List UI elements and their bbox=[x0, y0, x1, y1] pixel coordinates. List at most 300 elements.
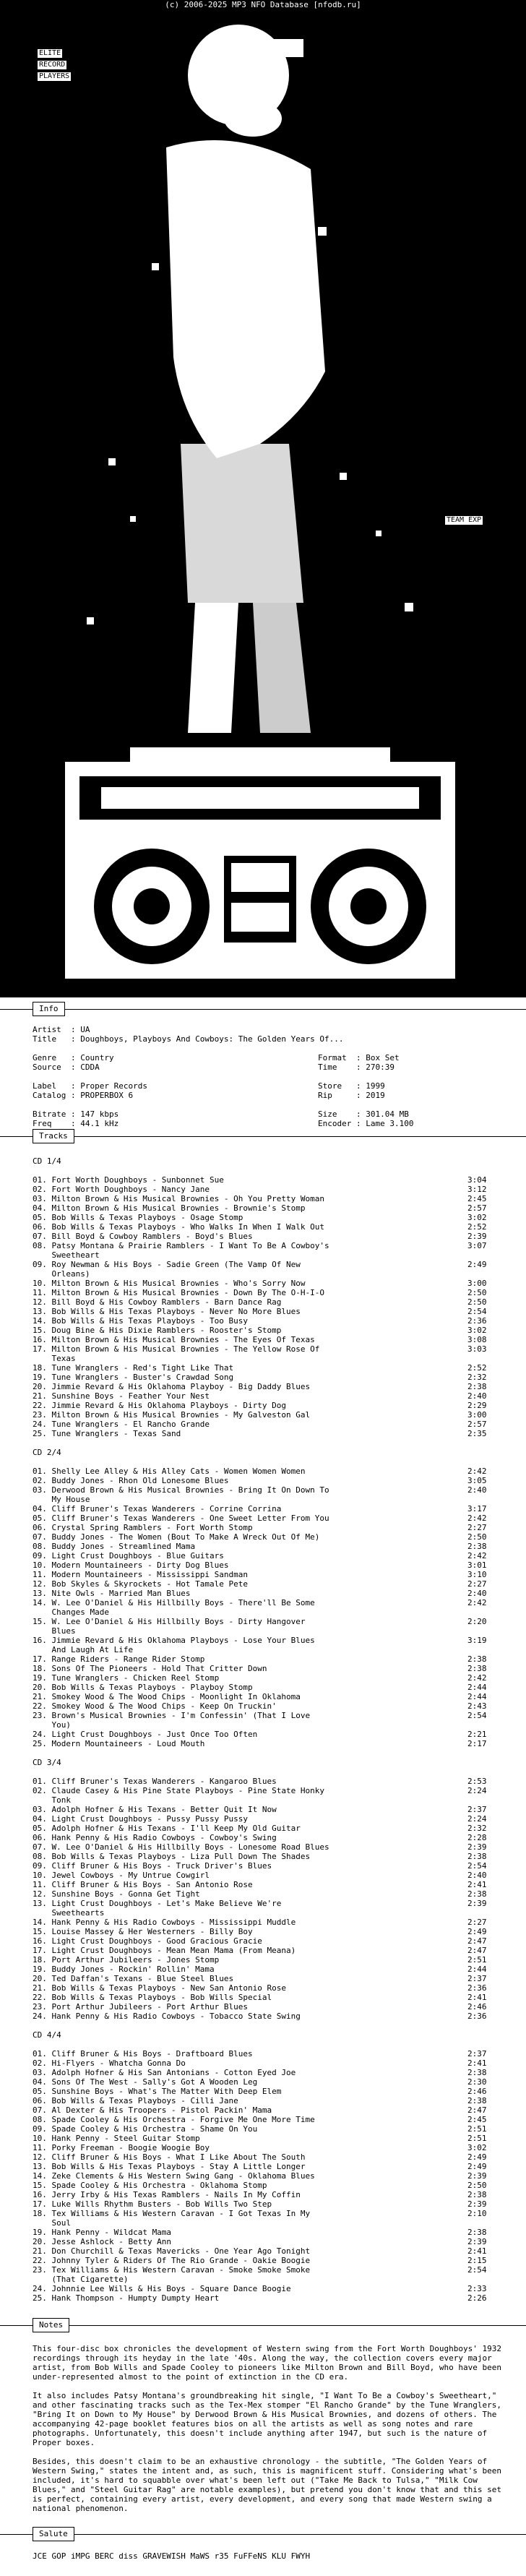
track-row bbox=[33, 1560, 495, 1570]
art-label-players: PLAYERS bbox=[39, 72, 70, 80]
track-duration: 2:39 bbox=[467, 2171, 487, 2181]
track-duration: 2:46 bbox=[467, 2087, 487, 2096]
track-row bbox=[33, 1664, 495, 1673]
track-title: 18. Tune Wranglers - Red's Tight Like That bbox=[33, 1363, 234, 1373]
track-title: 03. Derwood Brown & His Musical Brownies - Bring It On Down To My House bbox=[33, 1485, 329, 1504]
track-title: 12. Cliff Bruner & His Boys - What I Like About The South bbox=[33, 2152, 306, 2162]
track-duration: 2:50 bbox=[467, 1297, 487, 1307]
track-duration: 2:39 bbox=[467, 2199, 487, 2209]
track-title: 24. Hank Penny & His Radio Cowboys - Tobacco State Swing bbox=[33, 2012, 301, 2021]
info-left-key: Bitrate : bbox=[33, 1109, 81, 1119]
track-title: 11. Porky Freeman - Boogie Woogie Boy bbox=[33, 2143, 210, 2152]
track-row bbox=[33, 1335, 495, 1344]
track-row bbox=[33, 1654, 495, 1664]
track-title: 25. Tune Wranglers - Texas Sand bbox=[33, 1429, 181, 1438]
info-right-key: Rip : bbox=[318, 1091, 366, 1100]
track-row bbox=[33, 1983, 495, 1993]
track-duration: 3:05 bbox=[467, 1476, 487, 1485]
track-row bbox=[33, 1824, 495, 1833]
track-duration: 2:46 bbox=[467, 2002, 487, 2012]
track-duration: 2:52 bbox=[467, 1363, 487, 1373]
track-row bbox=[33, 1297, 495, 1307]
track-title: 05. Adolph Hofner & His Texans - I'll Keep My Old Guitar bbox=[33, 1824, 301, 1833]
track-row bbox=[33, 2181, 495, 2190]
track-duration: 2:45 bbox=[467, 1194, 487, 1203]
info-right-row bbox=[318, 1053, 400, 1062]
track-duration: 2:40 bbox=[467, 1391, 487, 1401]
track-title: 02. Claude Casey & His Pine State Playboys - Pine State Honky Tonk bbox=[33, 1786, 324, 1805]
info-left-value: Country bbox=[80, 1053, 114, 1062]
track-title: 16. Light Crust Doughboys - Good Gracious Gracie bbox=[33, 1936, 262, 1946]
notes-tab-label: Notes bbox=[33, 2318, 69, 2332]
track-row bbox=[33, 2171, 495, 2181]
info-left-key: Catalog : bbox=[33, 1091, 81, 1100]
track-title: 01. Shelly Lee Alley & His Alley Cats - Women Women Women bbox=[33, 1467, 306, 1476]
track-row bbox=[33, 2152, 495, 2162]
track-duration: 2:50 bbox=[467, 1532, 487, 1542]
track-row bbox=[33, 1194, 495, 1203]
track-row bbox=[33, 1401, 495, 1410]
track-row bbox=[33, 1739, 495, 1748]
track-title: 02. Fort Worth Doughboys - Nancy Jane bbox=[33, 1185, 210, 1194]
track-row bbox=[33, 2077, 495, 2087]
info-right-value: Lame 3.100 bbox=[366, 1119, 414, 1128]
info-left-key: Source : bbox=[33, 1062, 81, 1072]
track-duration: 2:54 bbox=[467, 1711, 487, 1720]
track-duration: 2:27 bbox=[467, 1579, 487, 1589]
track-row bbox=[33, 1683, 495, 1692]
track-row bbox=[33, 1598, 495, 1617]
track-title: 15. Doug Bine & His Dixie Ramblers - Rooster's Stomp bbox=[33, 1326, 282, 1335]
track-title: 23. Brown's Musical Brownies - I'm Confessin' (That I Love You) bbox=[33, 1711, 311, 1730]
track-row bbox=[33, 1842, 495, 1852]
track-title: 22. Smokey Wood & The Wood Chips - Keep On Truckin' bbox=[33, 1701, 277, 1711]
track-row bbox=[33, 2246, 495, 2256]
track-title: 05. Bob Wills & Texas Playboys - Osage Stomp bbox=[33, 1213, 243, 1222]
track-duration: 3:02 bbox=[467, 1213, 487, 1222]
track-row bbox=[33, 2265, 495, 2284]
track-duration: 3:00 bbox=[467, 1279, 487, 1288]
track-row bbox=[33, 2237, 495, 2246]
track-duration: 3:04 bbox=[467, 1175, 487, 1185]
info-left-value: 44.1 kHz bbox=[80, 1119, 119, 1128]
track-title: 21. Bob Wills & Texas Playboys - New San Antonio Rose bbox=[33, 1983, 286, 1993]
track-duration: 2:57 bbox=[467, 1420, 487, 1429]
track-duration: 2:38 bbox=[467, 1664, 487, 1673]
track-title: 19. Tune Wranglers - Chicken Reel Stomp bbox=[33, 1673, 220, 1683]
track-row bbox=[33, 2190, 495, 2199]
track-duration: 2:42 bbox=[467, 1673, 487, 1683]
track-title: 12. Bob Skyles & Skyrockets - Hot Tamale Pete bbox=[33, 1579, 249, 1589]
track-duration: 2:27 bbox=[467, 1523, 487, 1532]
track-title: 14. Hank Penny & His Radio Cowboys - Mississippi Muddle bbox=[33, 1918, 296, 1927]
track-duration: 2:33 bbox=[467, 2284, 487, 2293]
track-row bbox=[33, 2058, 495, 2068]
info-right-row bbox=[318, 1062, 394, 1072]
salute-section-header bbox=[0, 2525, 526, 2543]
track-duration: 3:10 bbox=[467, 1570, 487, 1579]
info-right-row bbox=[318, 1081, 385, 1091]
track-row bbox=[33, 1326, 495, 1335]
track-duration: 2:37 bbox=[467, 1974, 487, 1983]
track-row bbox=[33, 2068, 495, 2077]
track-title: 21. Sunshine Boys - Feather Your Nest bbox=[33, 1391, 210, 1401]
track-title: 24. Johnnie Lee Wills & His Boys - Square Dance Boogie bbox=[33, 2284, 291, 2293]
track-row bbox=[33, 1185, 495, 1194]
track-duration: 2:50 bbox=[467, 1288, 487, 1297]
info-right-row bbox=[318, 1109, 409, 1119]
info-right-value: 301.04 MB bbox=[366, 1109, 409, 1119]
info-right-row bbox=[318, 1091, 385, 1100]
track-title: 06. Crystal Spring Ramblers - Fort Worth Stomp bbox=[33, 1523, 253, 1532]
track-title: 21. Smokey Wood & The Wood Chips - Moonlight In Oklahoma bbox=[33, 1692, 301, 1701]
track-title: 17. Luke Wills Rhythm Busters - Bob Wills Two Step bbox=[33, 2199, 272, 2209]
track-duration: 2:39 bbox=[467, 1842, 487, 1852]
track-row bbox=[33, 1965, 495, 1974]
track-row bbox=[33, 1617, 495, 1636]
notes-paragraph: This four-disc box chronicles the development of Western swing from the Fort Worth Doughboys' 1932 recordings through its heyday in the late '40s. Along the way, the collection covers every major artist, from Bob Wills and Spade Cooley to pioneers like Milton Brown and Bill Boyd, who have been under-represented almost to the point of extinction in the CD era. bbox=[33, 2344, 506, 2382]
track-row bbox=[33, 1936, 495, 1946]
track-duration: 2:42 bbox=[467, 1514, 487, 1523]
track-row bbox=[33, 1871, 495, 1880]
track-title: 03. Adolph Hofner & His Texans - Better Quit It Now bbox=[33, 1805, 277, 1814]
track-title: 20. Ted Daffan's Texans - Blue Steel Blues bbox=[33, 1974, 234, 1983]
track-duration: 2:54 bbox=[467, 2265, 487, 2275]
track-duration: 2:44 bbox=[467, 1965, 487, 1974]
info-left-row bbox=[33, 1119, 118, 1128]
track-row bbox=[33, 2162, 495, 2171]
track-duration: 2:29 bbox=[467, 1401, 487, 1410]
track-duration: 2:35 bbox=[467, 1429, 487, 1438]
track-title: 08. Buddy Jones - Streamlined Mama bbox=[33, 1542, 196, 1551]
salute-tab-label: Salute bbox=[33, 2527, 74, 2541]
track-title: 15. W. Lee O'Daniel & His Hillbilly Boys - Dirty Hangover Blues bbox=[33, 1617, 306, 1636]
info-left-row bbox=[33, 1081, 147, 1091]
track-duration: 2:36 bbox=[467, 1316, 487, 1326]
track-title: 06. Hank Penny & His Radio Cowboys - Cowboy's Swing bbox=[33, 1833, 277, 1842]
track-row bbox=[33, 2002, 495, 2012]
info-left-row bbox=[33, 1062, 100, 1072]
track-title: 22. Jimmie Revard & His Oklahoma Playboys - Dirty Dog bbox=[33, 1401, 286, 1410]
track-row bbox=[33, 2096, 495, 2105]
track-title: 04. Sons Of The West - Sally's Got A Wooden Leg bbox=[33, 2077, 258, 2087]
track-duration: 2:40 bbox=[467, 1871, 487, 1880]
info-left-value: PROPERBOX 6 bbox=[80, 1091, 134, 1100]
track-row bbox=[33, 2134, 495, 2143]
track-title: 16. Jimmie Revard & His Oklahoma Playboys - Lose Your Blues And Laugh At Life bbox=[33, 1636, 315, 1654]
info-right-value: 1999 bbox=[366, 1081, 385, 1091]
track-title: 25. Hank Thompson - Humpty Dumpty Heart bbox=[33, 2293, 220, 2303]
track-row bbox=[33, 1532, 495, 1542]
info-tab-label: Info bbox=[33, 1002, 65, 1016]
track-row bbox=[33, 1899, 495, 1918]
track-row bbox=[33, 1260, 495, 1279]
track-title: 07. W. Lee O'Daniel & His Hillbilly Boys - Lonesome Road Blues bbox=[33, 1842, 329, 1852]
track-title: 08. Patsy Montana & Prairie Ramblers - I Want To Be A Cowboy's Sweetheart bbox=[33, 1241, 329, 1260]
track-title: 20. Jesse Ashlock - Betty Ann bbox=[33, 2237, 172, 2246]
track-title: 24. Tune Wranglers - El Rancho Grande bbox=[33, 1420, 210, 1429]
info-right-value: Box Set bbox=[366, 1053, 400, 1062]
track-title: 22. Bob Wills & Texas Playboys - Bob Wills Special bbox=[33, 1993, 272, 2002]
track-title: 05. Sunshine Boys - What's The Matter With Deep Elem bbox=[33, 2087, 282, 2096]
track-row bbox=[33, 1363, 495, 1373]
track-title: 19. Tune Wranglers - Buster's Crawdad Song bbox=[33, 1373, 234, 1382]
track-duration: 2:17 bbox=[467, 1739, 487, 1748]
track-row bbox=[33, 2124, 495, 2134]
info-left-row bbox=[33, 1025, 90, 1034]
track-title: 10. Hank Penny - Steel Guitar Stomp bbox=[33, 2134, 200, 2143]
track-row bbox=[33, 2143, 495, 2152]
track-title: 17. Range Riders - Range Rider Stomp bbox=[33, 1654, 205, 1664]
track-duration: 2:38 bbox=[467, 1852, 487, 1861]
track-title: 23. Tex Williams & His Western Caravan - Smoke Smoke Smoke (That Cigarette) bbox=[33, 2265, 311, 2284]
track-row bbox=[33, 1589, 495, 1598]
notes-paragraph: It also includes Patsy Montana's groundbreaking hit single, "I Want To Be a Cowboy's Sweetheart," and other fascinating tracks such as the Tex-Mex stomper "El Rancho Grande" by the Tune Wranglers, "Bring It on Down to My House" by Derwood Brown & His Musical Brownies, and dozens of others. The accompanying 42-page booklet features bios on all the artists as well as song notes and rare photographs. Unfortunately, this doesn't include anything after 1947, but such is the nature of Proper boxes. bbox=[33, 2391, 506, 2447]
track-title: 12. Sunshine Boys - Gonna Get Tight bbox=[33, 1889, 200, 1899]
track-title: 23. Port Arthur Jubileers - Port Arthur Blues bbox=[33, 2002, 249, 2012]
track-duration: 2:40 bbox=[467, 1589, 487, 1598]
track-duration: 2:42 bbox=[467, 1598, 487, 1607]
track-row bbox=[33, 1429, 495, 1438]
track-title: 06. Bob Wills & Texas Playboys - Who Walks In When I Walk Out bbox=[33, 1222, 324, 1232]
track-title: 11. Milton Brown & His Musical Brownies - Down By The O-H-I-O bbox=[33, 1288, 324, 1297]
track-duration: 3:02 bbox=[467, 2143, 487, 2152]
track-row bbox=[33, 1861, 495, 1871]
track-row bbox=[33, 1852, 495, 1861]
track-row bbox=[33, 1636, 495, 1654]
info-right-value: 270:39 bbox=[366, 1062, 394, 1072]
track-row bbox=[33, 1203, 495, 1213]
info-left-key: Freq : bbox=[33, 1119, 81, 1128]
track-duration: 2:36 bbox=[467, 1983, 487, 1993]
track-row bbox=[33, 1701, 495, 1711]
track-title: 04. Milton Brown & His Musical Brownies - Brownie's Stomp bbox=[33, 1203, 306, 1213]
track-duration: 2:10 bbox=[467, 2209, 487, 2218]
ascii-art-cover bbox=[0, 10, 526, 997]
track-row bbox=[33, 1420, 495, 1429]
track-row bbox=[33, 1927, 495, 1936]
track-duration: 2:39 bbox=[467, 2237, 487, 2246]
info-right-key: Time : bbox=[318, 1062, 366, 1072]
track-row bbox=[33, 1777, 495, 1786]
track-row bbox=[33, 1946, 495, 1955]
track-row bbox=[33, 2293, 495, 2303]
track-duration: 3:12 bbox=[467, 1185, 487, 1194]
track-row bbox=[33, 2049, 495, 2058]
track-duration: 2:38 bbox=[467, 2096, 487, 2105]
track-duration: 2:57 bbox=[467, 1203, 487, 1213]
track-row bbox=[33, 1711, 495, 1730]
art-label-team: TEAM EXP bbox=[447, 516, 482, 524]
track-row bbox=[33, 1570, 495, 1579]
track-duration: 2:37 bbox=[467, 2049, 487, 2058]
cd-heading: CD 2/4 bbox=[33, 1448, 61, 1457]
track-duration: 2:47 bbox=[467, 1936, 487, 1946]
track-duration: 2:47 bbox=[467, 1946, 487, 1955]
track-title: 10. Milton Brown & His Musical Brownies - Who's Sorry Now bbox=[33, 1279, 306, 1288]
track-row bbox=[33, 1476, 495, 1485]
track-title: 10. Jewel Cowboys - My Untrue Cowgirl bbox=[33, 1871, 210, 1880]
track-title: 02. Buddy Jones - Rhon Old Lonesome Blues bbox=[33, 1476, 229, 1485]
info-right-key: Format : bbox=[318, 1053, 366, 1062]
track-duration: 2:41 bbox=[467, 1880, 487, 1889]
track-row bbox=[33, 1279, 495, 1288]
track-duration: 3:00 bbox=[467, 1410, 487, 1420]
track-row bbox=[33, 1889, 495, 1899]
info-left-row bbox=[33, 1034, 343, 1044]
track-duration: 2:21 bbox=[467, 1730, 487, 1739]
track-title: 24. Light Crust Doughboys - Just Once Too Often bbox=[33, 1730, 258, 1739]
track-duration: 2:38 bbox=[467, 2068, 487, 2077]
salute-text: JCE GOP iMPG BERC diss GRAVEWISH MaWS r35 FuFFeNS KLU FWYH bbox=[33, 2551, 311, 2561]
info-right-key: Size : bbox=[318, 1109, 366, 1119]
track-title: 04. Cliff Bruner's Texas Wanderers - Corrine Corrina bbox=[33, 1504, 282, 1514]
track-duration: 2:32 bbox=[467, 1373, 487, 1382]
track-row bbox=[33, 1391, 495, 1401]
track-title: 14. Bob Wills & His Texas Playboys - Too Busy bbox=[33, 1316, 249, 1326]
track-title: 09. Spade Cooley & His Orchestra - Shame On You bbox=[33, 2124, 258, 2134]
track-row bbox=[33, 1730, 495, 1739]
track-duration: 2:49 bbox=[467, 1927, 487, 1936]
art-label-elite: ELITE bbox=[39, 49, 61, 57]
track-row bbox=[33, 1786, 495, 1805]
track-title: 01. Cliff Bruner & His Boys - Draftboard Blues bbox=[33, 2049, 253, 2058]
track-title: 03. Adolph Hofner & His San Antonians - Cotton Eyed Joe bbox=[33, 2068, 296, 2077]
track-row bbox=[33, 1993, 495, 2002]
info-left-key: Artist : bbox=[33, 1025, 81, 1034]
track-row bbox=[33, 1222, 495, 1232]
track-duration: 2:40 bbox=[467, 1485, 487, 1495]
track-duration: 2:24 bbox=[467, 1814, 487, 1824]
track-title: 15. Louise Massey & Her Westerners - Billy Boy bbox=[33, 1927, 253, 1936]
track-row bbox=[33, 2199, 495, 2209]
track-title: 05. Cliff Bruner's Texas Wanderers - One Sweet Letter From You bbox=[33, 1514, 329, 1523]
track-duration: 2:38 bbox=[467, 1654, 487, 1664]
track-title: 18. Sons Of The Pioneers - Hold That Critter Down bbox=[33, 1664, 267, 1673]
track-duration: 2:38 bbox=[467, 1889, 487, 1899]
track-title: 22. Johnny Tyler & Riders Of The Rio Grande - Oakie Boogie bbox=[33, 2256, 311, 2265]
track-duration: 3:08 bbox=[467, 1335, 487, 1344]
track-title: 09. Roy Newman & His Boys - Sadie Green (The Vamp Of New Orleans) bbox=[33, 1260, 301, 1279]
track-duration: 2:44 bbox=[467, 1692, 487, 1701]
info-left-value: Doughboys, Playboys And Cowboys: The Golden Years Of... bbox=[80, 1034, 344, 1044]
track-row bbox=[33, 1551, 495, 1560]
track-row bbox=[33, 1523, 495, 1532]
track-duration: 2:49 bbox=[467, 2152, 487, 2162]
track-row bbox=[33, 2256, 495, 2265]
info-left-value: 147 kbps bbox=[80, 1109, 119, 1119]
track-row bbox=[33, 1373, 495, 1382]
track-title: 16. Jerry Irby & His Texas Ramblers - Nails In My Coffin bbox=[33, 2190, 301, 2199]
track-title: 03. Milton Brown & His Musical Brownies - Oh You Pretty Woman bbox=[33, 1194, 324, 1203]
track-duration: 2:42 bbox=[467, 1467, 487, 1476]
track-title: 08. Bob Wills & Texas Playboys - Liza Pull Down The Shades bbox=[33, 1852, 311, 1861]
info-left-key: Genre : bbox=[33, 1053, 81, 1062]
track-row bbox=[33, 1241, 495, 1260]
track-title: 17. Light Crust Doughboys - Mean Mean Mama (From Meana) bbox=[33, 1946, 296, 1955]
track-duration: 2:42 bbox=[467, 1551, 487, 1560]
track-title: 11. Cliff Bruner & His Boys - San Antonio Rose bbox=[33, 1880, 253, 1889]
info-left-value: Proper Records bbox=[80, 1081, 147, 1091]
track-row bbox=[33, 1175, 495, 1185]
track-duration: 2:28 bbox=[467, 1833, 487, 1842]
track-duration: 3:03 bbox=[467, 1344, 487, 1354]
track-title: 23. Milton Brown & His Musical Brownies - My Galveston Gal bbox=[33, 1410, 311, 1420]
track-row bbox=[33, 1467, 495, 1476]
track-duration: 2:38 bbox=[467, 1542, 487, 1551]
track-duration: 2:39 bbox=[467, 1899, 487, 1908]
track-duration: 3:19 bbox=[467, 1636, 487, 1645]
track-title: 20. Jimmie Revard & His Oklahoma Playboy - Big Daddy Blues bbox=[33, 1382, 311, 1391]
track-duration: 2:51 bbox=[467, 2134, 487, 2143]
track-row bbox=[33, 1918, 495, 1927]
track-row bbox=[33, 2087, 495, 2096]
info-left-key: Title : bbox=[33, 1034, 81, 1044]
track-title: 01. Cliff Bruner's Texas Wanderers - Kangaroo Blues bbox=[33, 1777, 277, 1786]
track-duration: 2:47 bbox=[467, 2105, 487, 2115]
cover-art-illustration bbox=[0, 10, 526, 997]
track-title: 18. Tex Williams & His Western Caravan - I Got Texas In My Soul bbox=[33, 2209, 311, 2228]
track-row bbox=[33, 1673, 495, 1683]
info-right-key: Store : bbox=[318, 1081, 366, 1091]
track-duration: 2:38 bbox=[467, 1382, 487, 1391]
track-row bbox=[33, 1814, 495, 1824]
track-row bbox=[33, 1410, 495, 1420]
tracks-section-header bbox=[0, 1128, 526, 1145]
track-row bbox=[33, 2105, 495, 2115]
track-row bbox=[33, 1880, 495, 1889]
site-banner: (c) 2006-2025 MP3 NFO Database [nfodb.ru] bbox=[0, 0, 526, 10]
track-duration: 2:38 bbox=[467, 2228, 487, 2237]
track-title: 02. Hi-Flyers - Whatcha Gonna Do bbox=[33, 2058, 186, 2068]
track-duration: 2:49 bbox=[467, 1260, 487, 1269]
track-title: 01. Fort Worth Doughboys - Sunbonnet Sue bbox=[33, 1175, 224, 1185]
track-duration: 2:54 bbox=[467, 1861, 487, 1871]
track-title: 13. Light Crust Doughboys - Let's Make Believe We're Sweethearts bbox=[33, 1899, 282, 1918]
track-row bbox=[33, 2209, 495, 2228]
track-duration: 2:41 bbox=[467, 1993, 487, 2002]
cd-heading: CD 3/4 bbox=[33, 1758, 61, 1767]
track-title: 13. Bob Wills & His Texas Playboys - Never No More Blues bbox=[33, 1307, 301, 1316]
info-left-row bbox=[33, 1053, 114, 1062]
track-title: 07. Al Dexter & His Troopers - Pistol Packin' Mama bbox=[33, 2105, 272, 2115]
track-title: 17. Milton Brown & His Musical Brownies - The Yellow Rose Of Texas bbox=[33, 1344, 320, 1363]
info-left-row bbox=[33, 1109, 118, 1119]
notes-section-header bbox=[0, 2317, 526, 2334]
cd-heading: CD 1/4 bbox=[33, 1156, 61, 1166]
track-title: 15. Spade Cooley & His Orchestra - Oklahoma Stomp bbox=[33, 2181, 267, 2190]
track-row bbox=[33, 1232, 495, 1241]
track-duration: 2:49 bbox=[467, 2162, 487, 2171]
track-duration: 2:50 bbox=[467, 2181, 487, 2190]
track-title: 07. Buddy Jones - The Women (Bout To Make A Wreck Out Of Me) bbox=[33, 1532, 320, 1542]
cd-heading: CD 4/4 bbox=[33, 2030, 61, 2040]
track-row bbox=[33, 1514, 495, 1523]
track-duration: 2:52 bbox=[467, 1222, 487, 1232]
track-title: 06. Bob Wills & Texas Playboys - Cilli Jane bbox=[33, 2096, 238, 2105]
track-row bbox=[33, 1288, 495, 1297]
track-duration: 2:32 bbox=[467, 1824, 487, 1833]
track-title: 19. Hank Penny - Wildcat Mama bbox=[33, 2228, 172, 2237]
track-duration: 2:20 bbox=[467, 1617, 487, 1626]
track-duration: 2:51 bbox=[467, 1955, 487, 1965]
track-title: 19. Buddy Jones - Rockin' Rollin' Mama bbox=[33, 1965, 215, 1974]
track-duration: 2:43 bbox=[467, 1701, 487, 1711]
track-title: 08. Spade Cooley & His Orchestra - Forgive Me One More Time bbox=[33, 2115, 315, 2124]
track-row bbox=[33, 1382, 495, 1391]
track-title: 20. Bob Wills & Texas Playboys - Playboy Stomp bbox=[33, 1683, 253, 1692]
track-title: 12. Bill Boyd & His Cowboy Ramblers - Barn Dance Rag bbox=[33, 1297, 282, 1307]
